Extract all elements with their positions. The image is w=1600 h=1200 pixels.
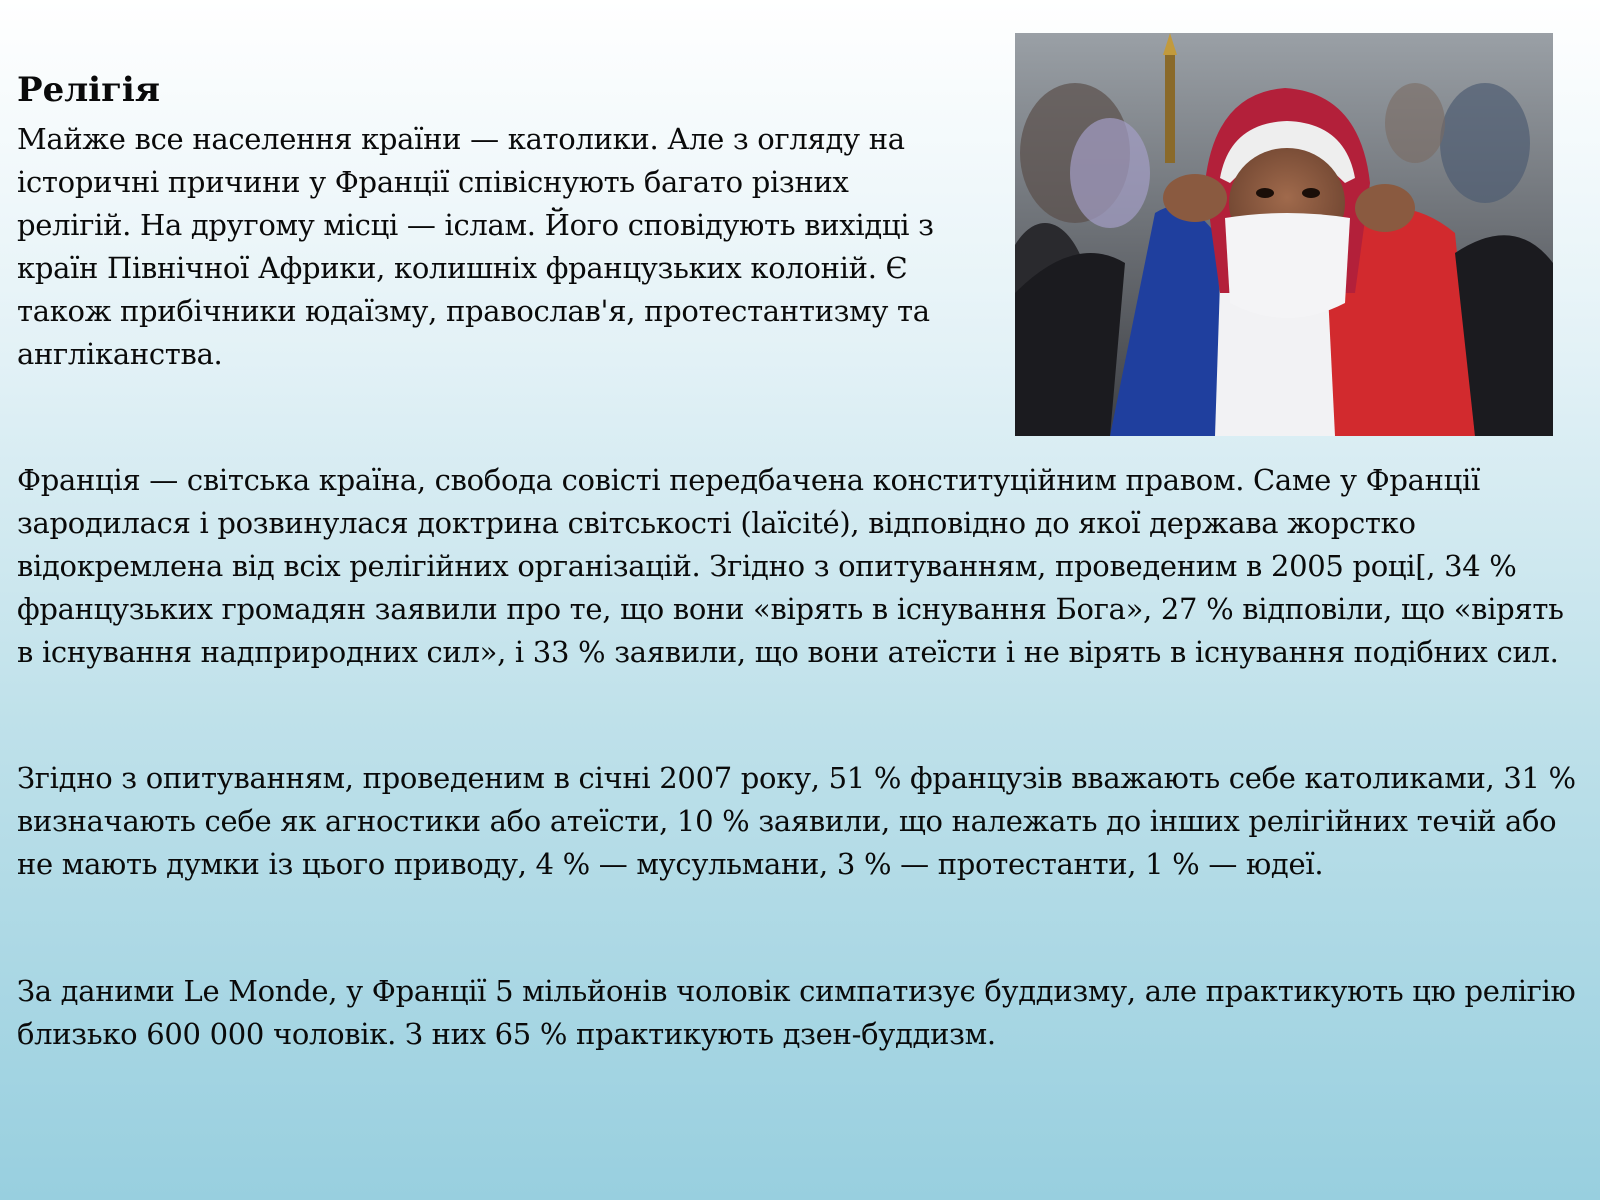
paragraph-secularism: Франція — світська країна, свобода совісті передбачена конституційним правом. Саме у Франції зародилася і розвинулася доктрина світськості (laïcité), відповідно до якої держава жорстко відокремлена від всіх релігійних організацій. Згідно з опитуванням, проведеним в 2005 році[, 34 % французьких громадян заявили про те, що вони «вірять в існування Бога», 27 % відповіли, що «вірять в існування надприродних сил», і 33 % заявили, що вони атеїсти і не вірять в існування подібних сил. bbox=[17, 463, 1564, 669]
photo-woman-with-french-flag bbox=[1015, 33, 1553, 436]
photo-illustration bbox=[1015, 33, 1553, 436]
paragraph-buddhism: За даними Le Monde, у Франції 5 мільйонів чоловік симпатизує буддизму, але практикують цю релігію близько 600 000 чоловік. З них 65 % практикують дзен-буддизм. bbox=[17, 974, 1576, 1051]
slide-title: Релігія bbox=[17, 70, 160, 110]
intro-paragraph: Майже все населення країни — католики. Але з огляду на історичні причини у Франції співіснують багато різних релігій. На другому місці — іслам. Його сповідують вихідці з країн Північної Африки, колишніх французьких колоній. Є також прибічники юдаїзму, православ'я, протестантизму та англіканства. bbox=[17, 122, 934, 371]
paragraph-survey-2007: Згідно з опитуванням, проведеним в січні 2007 року, 51 % французів вважають себе католиками, 31 % визначають себе як агностики або атеїсти, 10 % заявили, що належать до інших релігійних течій або не мають думки із цього приводу, 4 % — мусульмани, 3 % — протестанти, 1 % — юдеї. bbox=[17, 761, 1576, 881]
